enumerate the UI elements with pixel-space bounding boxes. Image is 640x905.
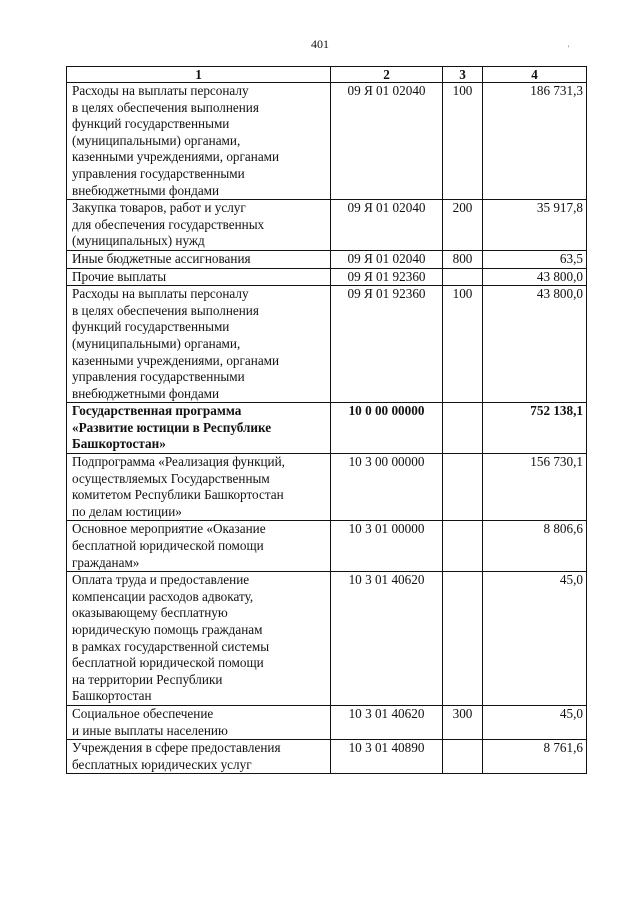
row-amount-cell: 156 730,1 bbox=[483, 454, 587, 521]
row-code-cell: 09 Я 01 92360 bbox=[331, 286, 443, 403]
row-amount-cell: 43 800,0 bbox=[483, 268, 587, 286]
row-name-cell: Оплата труда и предоставление компенсации расходов адвокату, оказывающему бесплатную юридическую помощь гражданам в рамках государственной системы бесплатной юридической помощи на территории Республики Башкортостан bbox=[67, 572, 331, 706]
table-row bbox=[67, 454, 587, 521]
row-code-cell: 09 Я 01 02040 bbox=[331, 200, 443, 251]
row-name-cell: Основное мероприятие «Оказание бесплатной юридической помощи гражданам» bbox=[67, 521, 331, 572]
row-name-cell: Социальное обеспечение и иные выплаты населению bbox=[67, 705, 331, 739]
row-amount-cell: 752 138,1 bbox=[483, 403, 587, 454]
row-expense-type-cell: 100 bbox=[443, 286, 483, 403]
table-row bbox=[67, 83, 587, 200]
row-amount-cell: 186 731,3 bbox=[483, 83, 587, 200]
row-expense-type-cell bbox=[443, 572, 483, 706]
row-code-cell: 09 Я 01 92360 bbox=[331, 268, 443, 286]
table-row bbox=[67, 403, 587, 454]
row-amount-cell: 35 917,8 bbox=[483, 200, 587, 251]
header-col-4: 4 bbox=[483, 67, 587, 83]
row-code-cell: 10 3 01 40620 bbox=[331, 572, 443, 706]
header-col-2: 2 bbox=[331, 67, 443, 83]
row-expense-type-cell bbox=[443, 454, 483, 521]
row-amount-cell: 45,0 bbox=[483, 705, 587, 739]
table-header bbox=[67, 67, 587, 83]
row-expense-type-cell: 300 bbox=[443, 705, 483, 739]
row-expense-type-cell bbox=[443, 403, 483, 454]
table-row bbox=[67, 200, 587, 251]
row-name-cell: Государственная программа «Развитие юстиции в Республике Башкортостан» bbox=[67, 403, 331, 454]
row-code-cell: 10 3 01 00000 bbox=[331, 521, 443, 572]
row-code-cell: 10 0 00 00000 bbox=[331, 403, 443, 454]
row-code-cell: 10 3 01 40890 bbox=[331, 740, 443, 774]
table-row bbox=[67, 705, 587, 739]
row-amount-cell: 63,5 bbox=[483, 250, 587, 268]
row-expense-type-cell: 100 bbox=[443, 83, 483, 200]
row-code-cell: 09 Я 01 02040 bbox=[331, 83, 443, 200]
table-row bbox=[67, 268, 587, 286]
table-body bbox=[67, 83, 587, 774]
row-amount-cell: 8 806,6 bbox=[483, 521, 587, 572]
table-row bbox=[67, 286, 587, 403]
row-expense-type-cell bbox=[443, 268, 483, 286]
row-name-cell: Учреждения в сфере предоставления бесплатных юридических услуг bbox=[67, 740, 331, 774]
row-code-cell: 10 3 00 00000 bbox=[331, 454, 443, 521]
table-row bbox=[67, 250, 587, 268]
row-expense-type-cell: 800 bbox=[443, 250, 483, 268]
budget-table bbox=[66, 66, 587, 774]
page-number: 401 bbox=[311, 37, 329, 51]
row-expense-type-cell bbox=[443, 521, 483, 572]
header-col-3: 3 bbox=[443, 67, 483, 83]
corner-mark: ' bbox=[568, 44, 570, 53]
row-name-cell: Прочие выплаты bbox=[67, 268, 331, 286]
row-name-cell: Расходы на выплаты персоналу в целях обеспечения выполнения функций государственными (муниципальными) органами, казенными учреждениями, органами управления государственными внебюджетными фондами bbox=[67, 83, 331, 200]
row-name-cell: Подпрограмма «Реализация функций, осуществляемых Государственным комитетом Республики Башкортостан по делам юстиции» bbox=[67, 454, 331, 521]
row-code-cell: 09 Я 01 02040 bbox=[331, 250, 443, 268]
row-amount-cell: 8 761,6 bbox=[483, 740, 587, 774]
table-row bbox=[67, 572, 587, 706]
header-row bbox=[67, 67, 587, 83]
table-row bbox=[67, 740, 587, 774]
row-code-cell: 10 3 01 40620 bbox=[331, 705, 443, 739]
header-col-1: 1 bbox=[67, 67, 331, 83]
row-amount-cell: 43 800,0 bbox=[483, 286, 587, 403]
row-amount-cell: 45,0 bbox=[483, 572, 587, 706]
row-expense-type-cell: 200 bbox=[443, 200, 483, 251]
row-expense-type-cell bbox=[443, 740, 483, 774]
table-row bbox=[67, 521, 587, 572]
row-name-cell: Расходы на выплаты персоналу в целях обеспечения выполнения функций государственными (муниципальными) органами, казенными учреждениями, органами управления государственными внебюджетными фондами bbox=[67, 286, 331, 403]
row-name-cell: Закупка товаров, работ и услуг для обеспечения государственных (муниципальных) нужд bbox=[67, 200, 331, 251]
row-name-cell: Иные бюджетные ассигнования bbox=[67, 250, 331, 268]
